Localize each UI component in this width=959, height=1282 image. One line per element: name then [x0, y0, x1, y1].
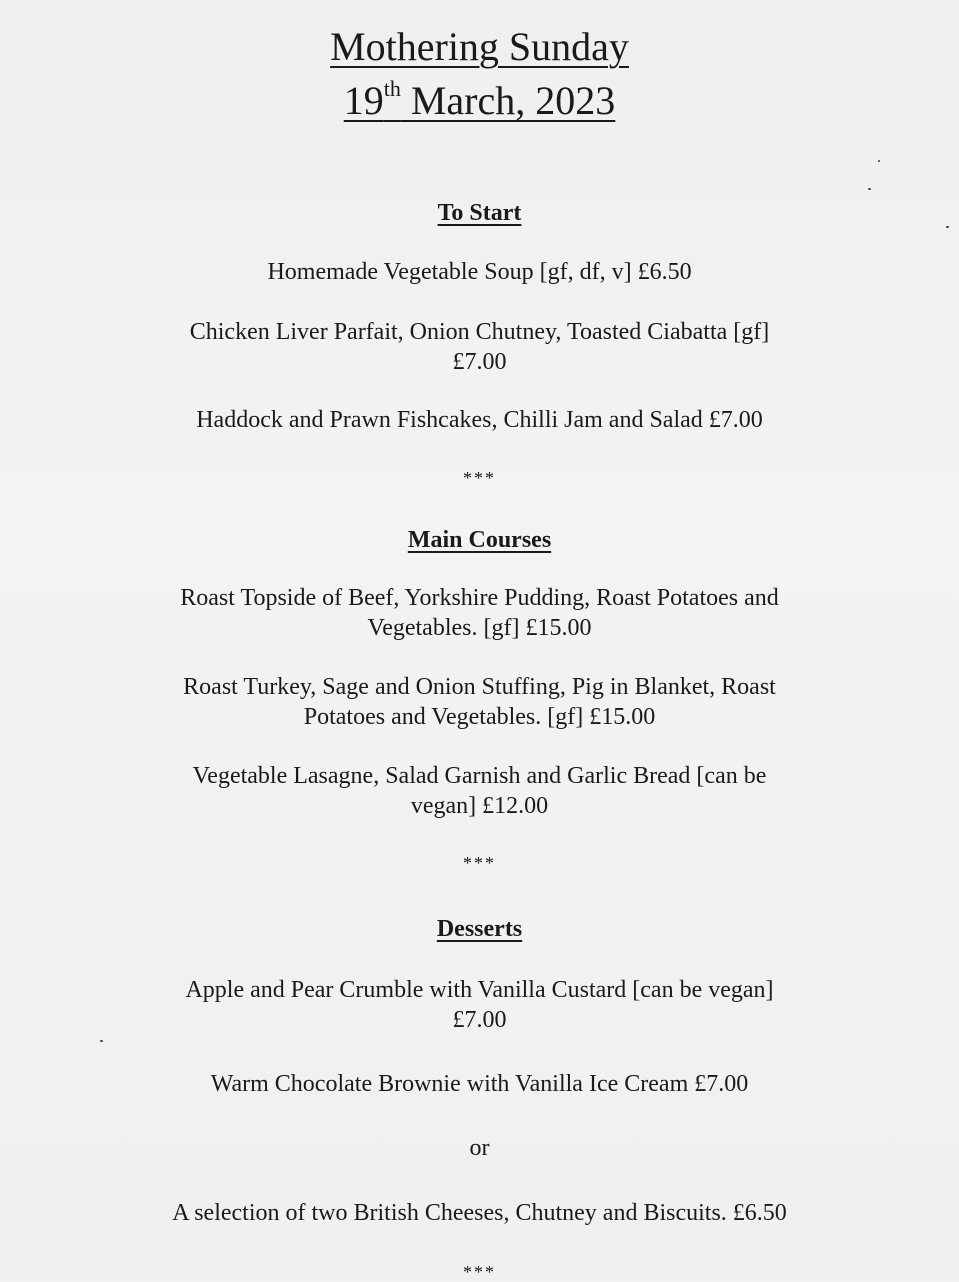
menu-item: Apple and Pear Crumble with Vanilla Custard [can be vegan]: [185, 977, 774, 1003]
section-heading-start-text: To Start: [437, 200, 522, 226]
menu-item: Vegetables. [gf] £15.00: [367, 615, 592, 641]
menu-item: Haddock and Prawn Fishcakes, Chilli Jam and Salad £7.00: [196, 407, 763, 433]
menu-item: Vegetable Lasagne, Salad Garnish and Garlic Bread [can be: [192, 763, 767, 789]
menu-title-text: Mothering Sunday: [330, 24, 629, 69]
menu-item: Potatoes and Vegetables. [gf] £15.00: [303, 704, 656, 730]
separator: ***: [463, 468, 496, 488]
menu-title: [0, 24, 959, 70]
menu-item-price: £7.00: [452, 349, 507, 375]
menu-item: Chicken Liver Parfait, Onion Chutney, Toasted Ciabatta [gf]: [189, 319, 770, 345]
paper-speck: [946, 226, 949, 228]
separator: ***: [463, 1262, 496, 1282]
menu-date: [0, 78, 959, 124]
date-day: 19: [343, 78, 384, 123]
section-heading-mains-text: Main Courses: [407, 527, 552, 553]
paper-speck: [100, 1040, 103, 1042]
menu-item: vegan] £12.00: [410, 793, 549, 819]
section-heading-desserts-text: Desserts: [436, 916, 523, 942]
date-rest: March, 2023: [400, 78, 616, 123]
date-suffix: th: [383, 76, 401, 101]
section-heading-desserts: [0, 915, 959, 943]
menu-item: Roast Topside of Beef, Yorkshire Pudding, Roast Potatoes and: [180, 585, 779, 611]
menu-item: Homemade Vegetable Soup [gf, df, v] £6.50: [267, 259, 692, 285]
section-heading-mains: [0, 526, 959, 554]
menu-item-price: £7.00: [452, 1007, 507, 1033]
paper-speck: [878, 160, 880, 162]
separator: ***: [463, 853, 496, 873]
or-divider: or: [469, 1135, 490, 1161]
menu-item: Roast Turkey, Sage and Onion Stuffing, Pig in Blanket, Roast: [183, 674, 776, 700]
menu-date-text: [344, 78, 616, 123]
paper-speck: [868, 188, 871, 190]
menu-item: A selection of two British Cheeses, Chutney and Biscuits. £6.50: [172, 1200, 787, 1226]
section-heading-start: [0, 199, 959, 227]
menu-item: Warm Chocolate Brownie with Vanilla Ice Cream £7.00: [210, 1071, 749, 1097]
